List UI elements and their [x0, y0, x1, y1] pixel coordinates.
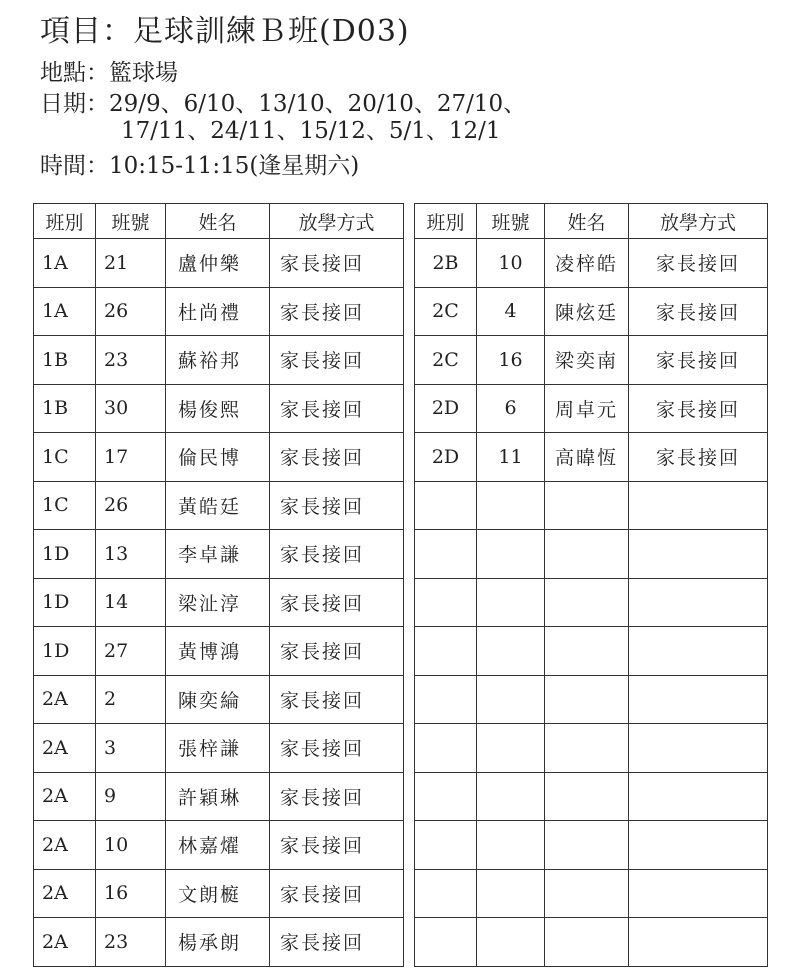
name-cell — [545, 675, 629, 724]
name-cell — [545, 578, 629, 627]
table-row — [415, 724, 768, 773]
table-row — [415, 336, 768, 385]
name-cell — [545, 869, 629, 918]
class-cell: 1D — [34, 578, 96, 627]
number-cell — [477, 869, 545, 918]
class-cell: 2A — [34, 918, 96, 967]
class-cell: 2D — [415, 384, 477, 433]
name-cell — [545, 918, 629, 967]
dismissal-method-cell — [629, 578, 768, 627]
class-cell: 1A — [34, 239, 96, 288]
page-title: 項目：足球訓練Ｂ班(D03) — [40, 14, 410, 49]
table-row — [34, 772, 404, 821]
name-cell — [545, 627, 629, 676]
dismissal-method-cell: 家長接回 — [270, 530, 404, 579]
number-cell: 26 — [96, 287, 166, 336]
class-cell — [415, 772, 477, 821]
table-row — [415, 384, 768, 433]
table-row — [415, 239, 768, 288]
number-cell — [477, 627, 545, 676]
class-cell: 2C — [415, 287, 477, 336]
dates-line-2: 17/11、24/11、15/12、5/1、12/1 — [121, 118, 501, 144]
dismissal-method-cell — [629, 869, 768, 918]
name-cell: 李卓謙 — [166, 530, 270, 579]
table-header-row — [415, 204, 768, 239]
table-row — [415, 578, 768, 627]
table-row — [34, 530, 404, 579]
table-row — [415, 627, 768, 676]
dismissal-method-cell: 家長接回 — [270, 821, 404, 870]
dismissal-method-cell — [629, 627, 768, 676]
dismissal-method-cell: 家長接回 — [270, 627, 404, 676]
number-cell: 21 — [96, 239, 166, 288]
table-row — [34, 336, 404, 385]
table-row — [34, 239, 404, 288]
class-cell: 1C — [34, 433, 96, 482]
number-cell: 16 — [96, 869, 166, 918]
name-cell: 陳炫廷 — [545, 287, 629, 336]
name-cell: 楊俊熙 — [166, 384, 270, 433]
class-cell: 2A — [34, 821, 96, 870]
class-cell: 1A — [34, 287, 96, 336]
header-dismissal-method: 放學方式 — [270, 204, 404, 239]
dismissal-method-cell — [629, 772, 768, 821]
number-cell: 17 — [96, 433, 166, 482]
number-cell: 30 — [96, 384, 166, 433]
table-row — [415, 918, 768, 967]
class-cell: 2A — [34, 675, 96, 724]
dismissal-method-cell: 家長接回 — [629, 433, 768, 482]
name-cell: 高暐恆 — [545, 433, 629, 482]
left-table-body — [34, 239, 404, 967]
number-cell: 27 — [96, 627, 166, 676]
number-cell: 14 — [96, 578, 166, 627]
name-cell: 杜尚禮 — [166, 287, 270, 336]
number-cell: 10 — [477, 239, 545, 288]
dismissal-method-cell: 家長接回 — [629, 384, 768, 433]
number-cell — [477, 530, 545, 579]
dismissal-method-cell: 家長接回 — [629, 239, 768, 288]
number-cell — [477, 918, 545, 967]
dismissal-method-cell: 家長接回 — [270, 239, 404, 288]
table-row — [415, 530, 768, 579]
dismissal-method-cell: 家長接回 — [270, 384, 404, 433]
name-cell — [545, 530, 629, 579]
table-row — [34, 821, 404, 870]
number-cell: 13 — [96, 530, 166, 579]
number-cell: 23 — [96, 918, 166, 967]
time-line: 時間：10:15-11:15(逢星期六) — [40, 153, 360, 179]
number-cell — [477, 821, 545, 870]
class-cell — [415, 481, 477, 530]
number-cell: 4 — [477, 287, 545, 336]
header-class: 班別 — [415, 204, 477, 239]
dismissal-method-cell: 家長接回 — [270, 433, 404, 482]
class-cell: 1D — [34, 530, 96, 579]
dismissal-method-cell: 家長接回 — [270, 481, 404, 530]
number-cell: 26 — [96, 481, 166, 530]
dismissal-method-cell — [629, 530, 768, 579]
table-row — [415, 869, 768, 918]
header-name: 姓名 — [545, 204, 629, 239]
table-row — [415, 287, 768, 336]
name-cell — [545, 772, 629, 821]
class-cell — [415, 578, 477, 627]
dismissal-method-cell: 家長接回 — [270, 336, 404, 385]
number-cell: 23 — [96, 336, 166, 385]
name-cell: 梁奕南 — [545, 336, 629, 385]
header-class: 班別 — [34, 204, 96, 239]
table-row — [34, 481, 404, 530]
name-cell: 文朗榳 — [166, 869, 270, 918]
table-row — [415, 772, 768, 821]
number-cell — [477, 675, 545, 724]
dismissal-method-cell: 家長接回 — [270, 869, 404, 918]
dismissal-method-cell: 家長接回 — [270, 578, 404, 627]
number-cell: 10 — [96, 821, 166, 870]
class-cell: 1B — [34, 384, 96, 433]
class-cell — [415, 869, 477, 918]
dismissal-method-cell: 家長接回 — [270, 772, 404, 821]
table-row — [415, 821, 768, 870]
name-cell: 林嘉燿 — [166, 821, 270, 870]
dismissal-method-cell: 家長接回 — [270, 675, 404, 724]
dismissal-method-cell: 家長接回 — [270, 287, 404, 336]
number-cell — [477, 578, 545, 627]
name-cell: 黃博鴻 — [166, 627, 270, 676]
class-cell — [415, 675, 477, 724]
table-row — [34, 287, 404, 336]
table-row — [34, 433, 404, 482]
table-row — [415, 433, 768, 482]
number-cell: 11 — [477, 433, 545, 482]
left-roster-table — [33, 203, 404, 967]
number-cell: 9 — [96, 772, 166, 821]
class-cell: 1B — [34, 336, 96, 385]
name-cell: 盧仲樂 — [166, 239, 270, 288]
class-cell — [415, 918, 477, 967]
name-cell: 梁沚淳 — [166, 578, 270, 627]
class-cell: 2B — [415, 239, 477, 288]
right-roster-table — [414, 203, 768, 967]
header-name: 姓名 — [166, 204, 270, 239]
table-row — [415, 675, 768, 724]
class-cell: 1C — [34, 481, 96, 530]
location-line: 地點：籃球場 — [40, 60, 178, 86]
table-row — [34, 918, 404, 967]
name-cell: 楊承朗 — [166, 918, 270, 967]
dismissal-method-cell: 家長接回 — [270, 918, 404, 967]
name-cell: 蘇裕邦 — [166, 336, 270, 385]
table-row — [34, 384, 404, 433]
dismissal-method-cell: 家長接回 — [629, 287, 768, 336]
number-cell: 3 — [96, 724, 166, 773]
number-cell — [477, 481, 545, 530]
number-cell — [477, 724, 545, 773]
name-cell: 周卓元 — [545, 384, 629, 433]
dismissal-method-cell — [629, 724, 768, 773]
class-cell: 2C — [415, 336, 477, 385]
name-cell: 張梓謙 — [166, 724, 270, 773]
dates-line-1: 日期：29/9、6/10、13/10、20/10、27/10、 — [40, 91, 527, 117]
class-cell: 2A — [34, 869, 96, 918]
name-cell: 陳奕綸 — [166, 675, 270, 724]
table-row — [34, 578, 404, 627]
dismissal-method-cell — [629, 821, 768, 870]
number-cell: 2 — [96, 675, 166, 724]
header-number: 班號 — [477, 204, 545, 239]
class-cell — [415, 724, 477, 773]
name-cell: 黃皓廷 — [166, 481, 270, 530]
name-cell — [545, 724, 629, 773]
table-row — [34, 724, 404, 773]
header-number: 班號 — [96, 204, 166, 239]
class-cell — [415, 627, 477, 676]
number-cell: 6 — [477, 384, 545, 433]
name-cell — [545, 481, 629, 530]
dismissal-method-cell — [629, 675, 768, 724]
number-cell — [477, 772, 545, 821]
table-row — [34, 869, 404, 918]
class-cell: 2D — [415, 433, 477, 482]
dismissal-method-cell — [629, 918, 768, 967]
name-cell — [545, 821, 629, 870]
table-row — [34, 675, 404, 724]
number-cell: 16 — [477, 336, 545, 385]
right-table-body — [415, 239, 768, 967]
header-dismissal-method: 放學方式 — [629, 204, 768, 239]
class-cell — [415, 821, 477, 870]
name-cell: 許穎琳 — [166, 772, 270, 821]
class-cell — [415, 530, 477, 579]
dismissal-method-cell — [629, 481, 768, 530]
dismissal-method-cell: 家長接回 — [629, 336, 768, 385]
class-cell: 1D — [34, 627, 96, 676]
class-cell: 2A — [34, 772, 96, 821]
dismissal-method-cell: 家長接回 — [270, 724, 404, 773]
name-cell: 倫民博 — [166, 433, 270, 482]
table-row — [34, 627, 404, 676]
table-row — [415, 481, 768, 530]
name-cell: 凌梓皓 — [545, 239, 629, 288]
table-header-row — [34, 204, 404, 239]
class-cell: 2A — [34, 724, 96, 773]
